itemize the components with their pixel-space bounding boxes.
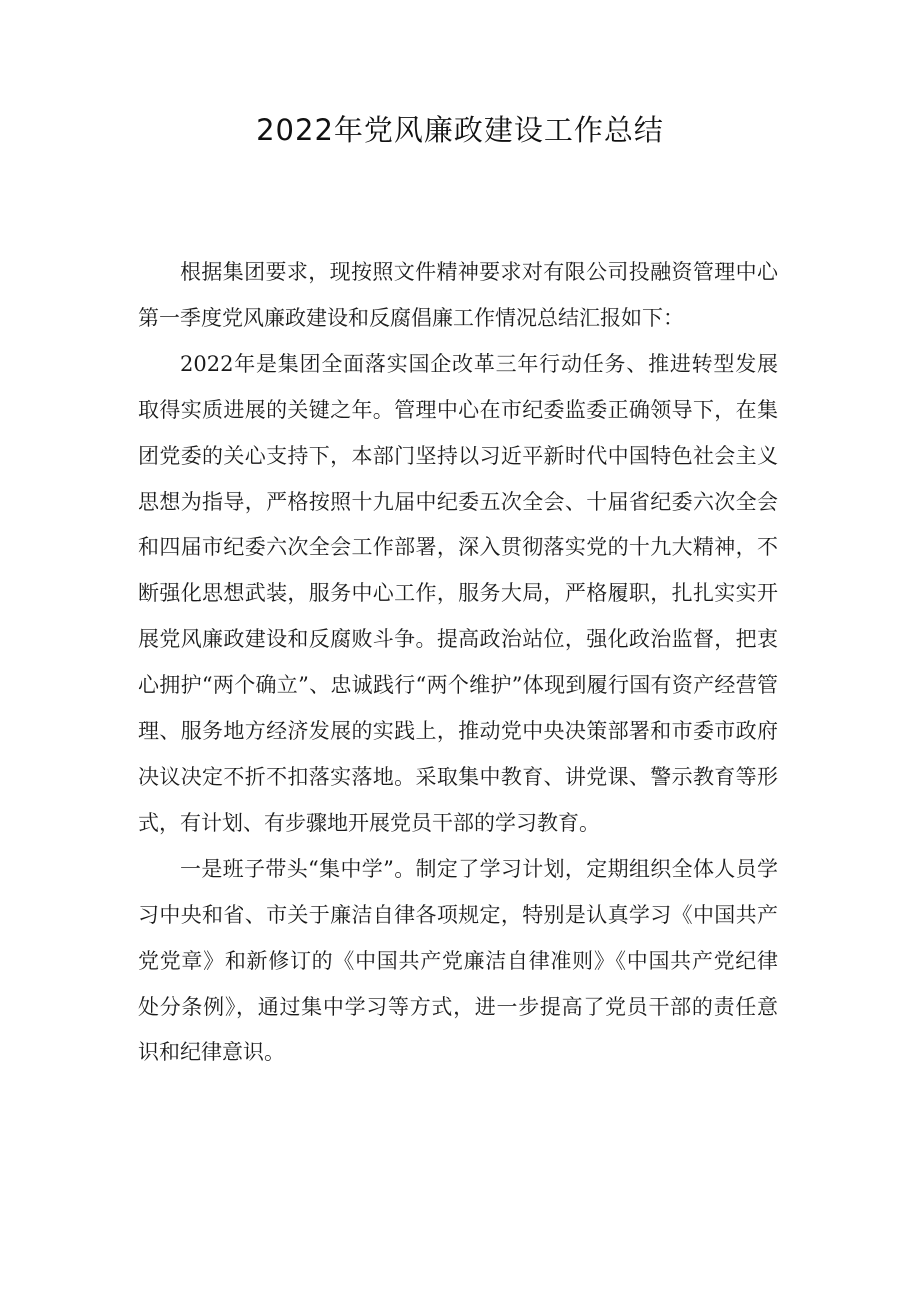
paragraph-intro: 根据集团要求，现按照文件精神要求对有限公司投融资管理中心第一季度党风廉政建设和反腐倡廉工作情况总结汇报如下： xyxy=(138,260,778,330)
paragraph-collective-study: 一是班子带头“集中学”。制定了学习计划，定期组织全体人员学习中央和省、市关于廉洁自律各项规定，特别是认真学习《中国共产党党章》和新修订的《中国共产党廉洁自律准则》《中国共产党纪律处分条例》，通过集中学习等方式，进一步提高了党员干部的责任意识和纪律意识。 xyxy=(138,856,778,1065)
document-body xyxy=(138,250,778,1076)
document-title: 2022年党风廉政建设工作总结 xyxy=(256,113,664,147)
paragraph-overview: 2022年是集团全面落实国企改革三年行动任务、推进转型发展取得实质进展的关键之年。管理中心在市纪委监委正确领导下，在集团党委的关心支持下，本部门坚持以习近平新时代中国特色社会主义思想为指导，严格按照十九届中纪委五次全会、十届省纪委六次全会和四届市纪委六次全会工作部署，深入贯彻落实党的十九大精神，不断强化思想武装，服务中心工作，服务大局，严格履职，扎扎实实开展党风廉政建设和反腐败斗争。提高政治站位，强化政治监督，把衷心拥护“两个确立”、忠诚践行“两个维护”体现到履行国有资产经营管理、服务地方经济发展的实践上，推动党中央决策部署和市委市政府决议决定不折不扣落实落地。采取集中教育、讲党课、警示教育等形式，有计划、有步骤地开展党员干部的学习教育。 xyxy=(138,351,778,835)
